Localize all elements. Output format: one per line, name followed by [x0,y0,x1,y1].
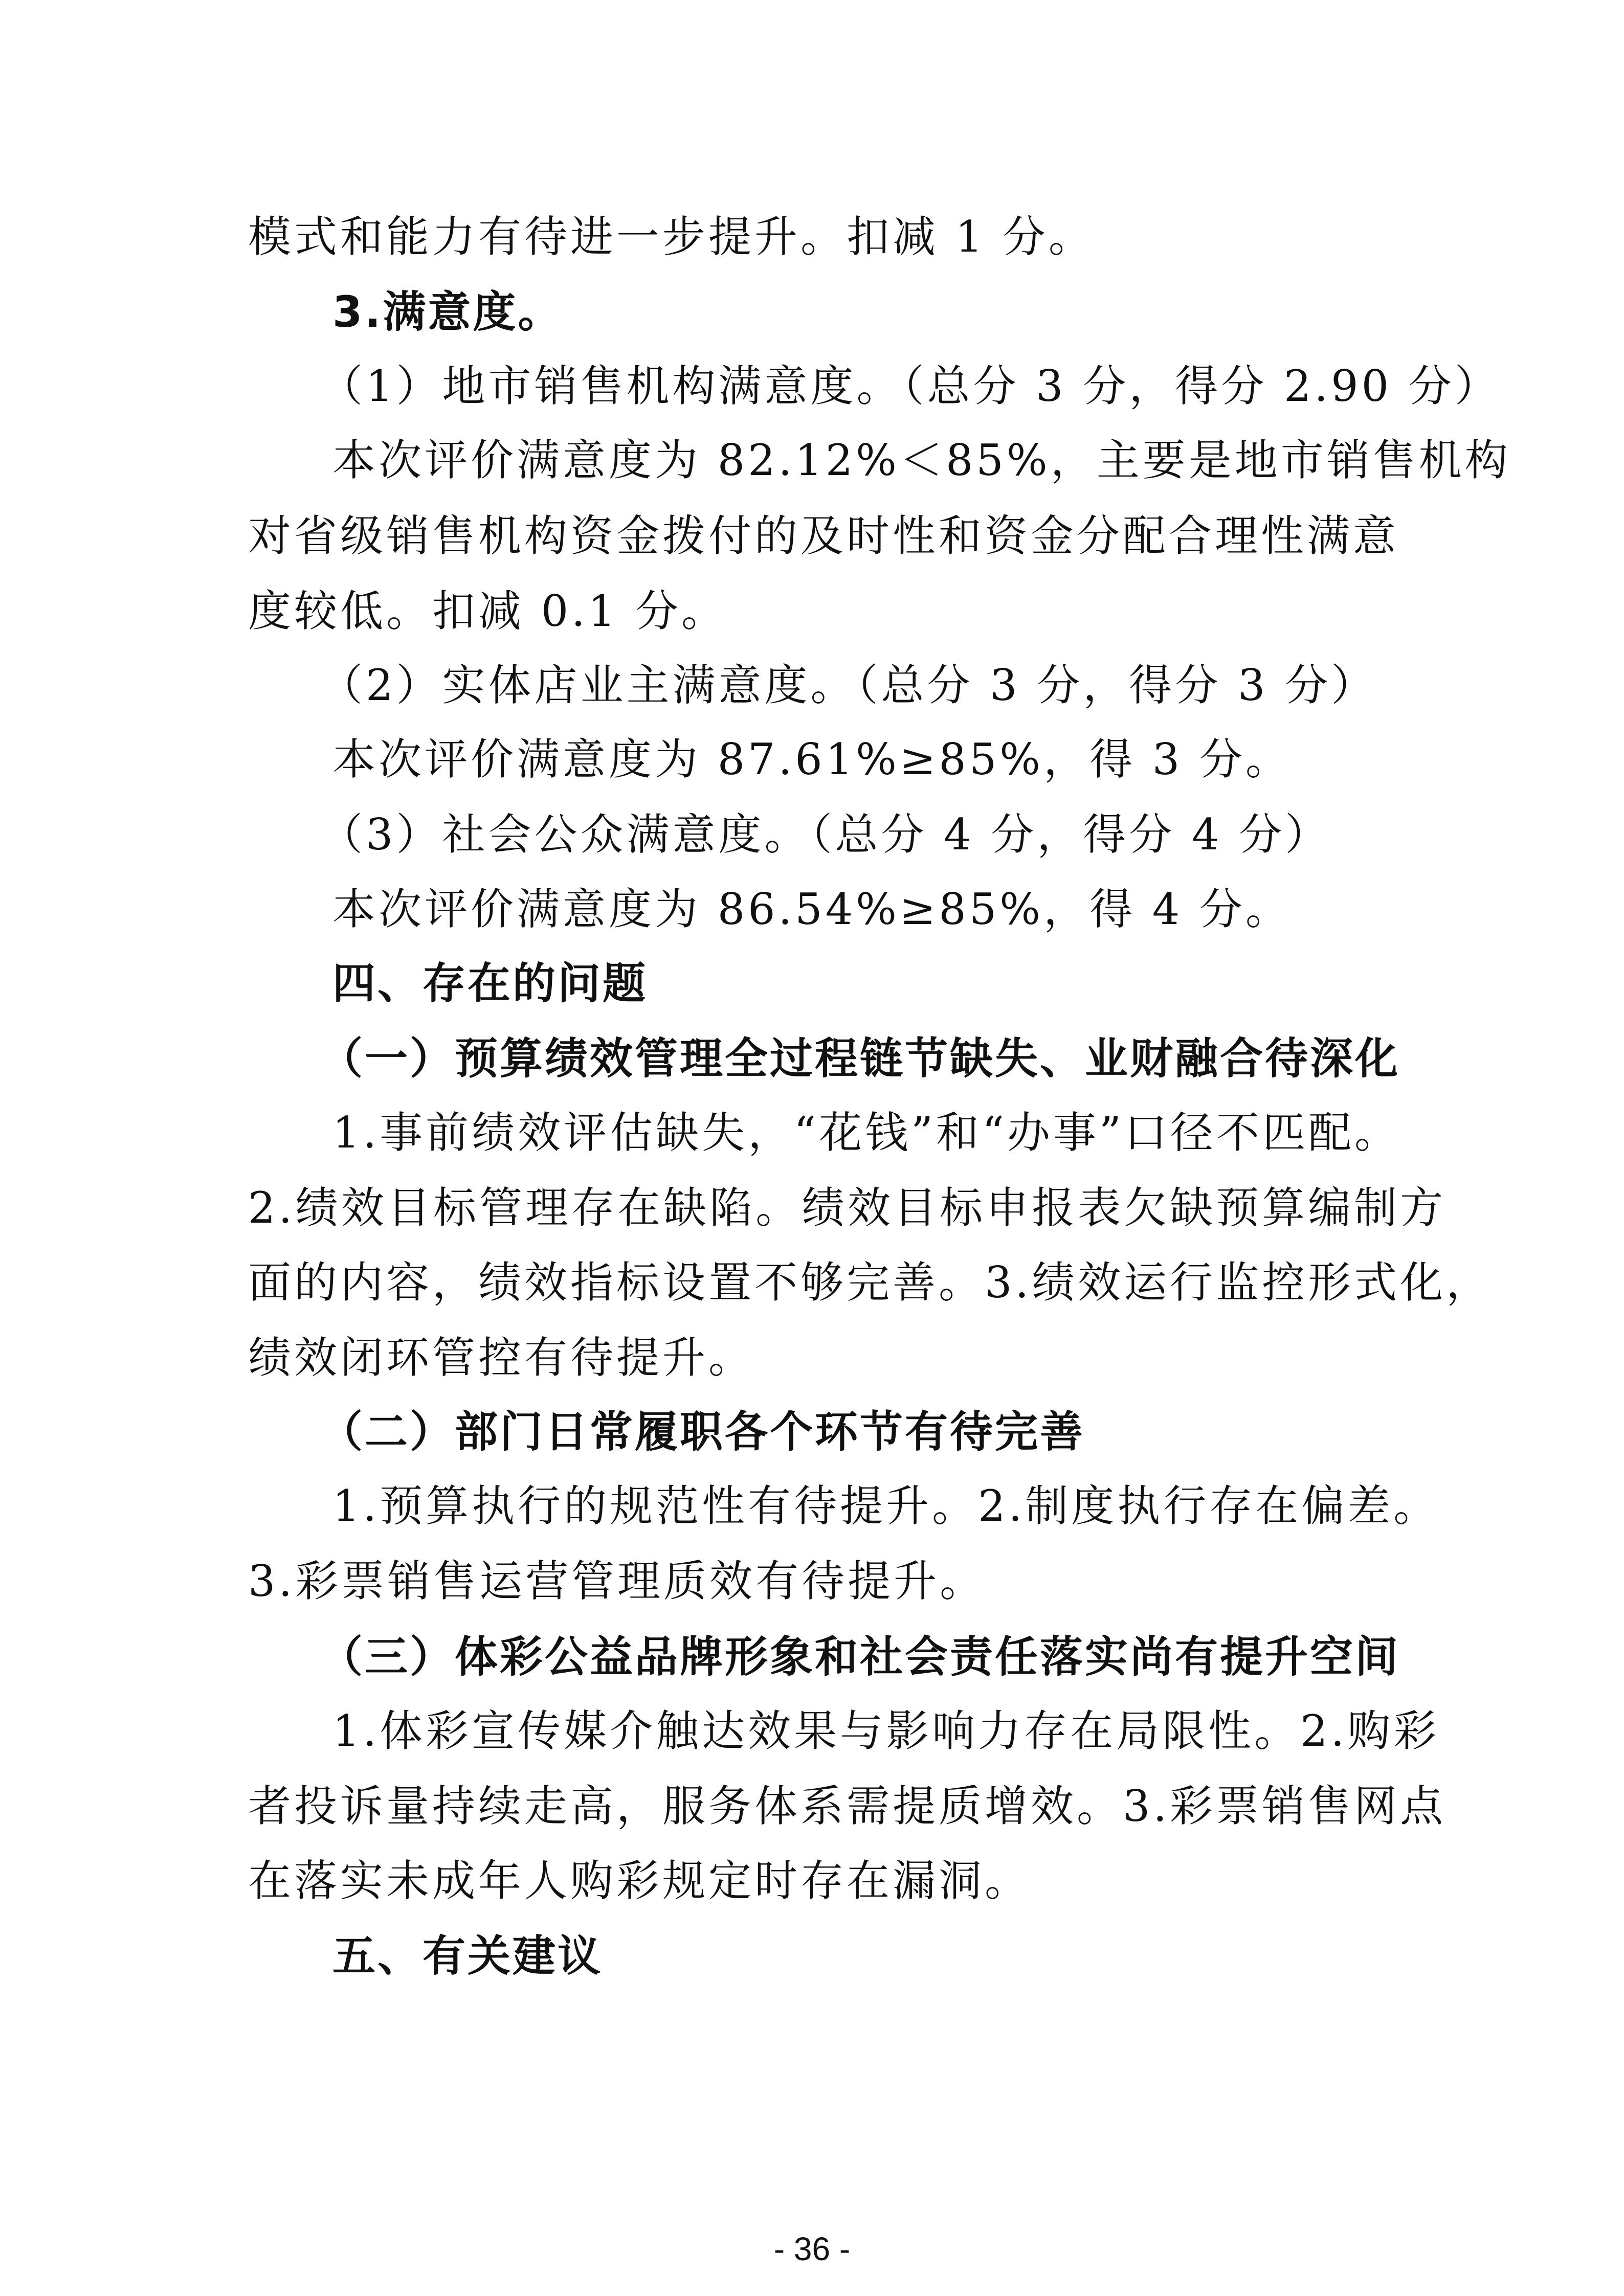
body-text-line: 1.事前绩效评估缺失，“花钱”和“办事”口径不匹配。 [332,1108,1400,1158]
subsection-heading-1: （一）预算绩效管理全过程链节缺失、业财融合待深化 [320,1033,1400,1084]
body-text-line: （3）社会公众满意度。（总分 4 分，得分 4 分） [320,809,1331,860]
subsection-heading-2: （二）部门日常履职各个环节有待完善 [320,1407,1085,1457]
body-text-line: 面的内容，绩效指标设置不够完善。3.绩效运行监控形式化， [248,1257,1493,1308]
body-text-line: 1.预算执行的规范性有待提升。2.制度执行存在偏差。 [332,1481,1440,1531]
body-text-line: 度较低。扣减 0.1 分。 [248,586,727,636]
body-text-line: 1.体彩宣传媒介触达效果与影响力存在局限性。2.购彩 [332,1706,1440,1756]
body-text-line: 本次评价满意度为 86.54%≥85%，得 4 分。 [332,884,1292,934]
subsection-heading-3: （三）体彩公益品牌形象和社会责任落实尚有提升空间 [320,1632,1400,1682]
body-text-line: 本次评价满意度为 82.12%＜85%，主要是地市销售机构 [332,435,1511,485]
page-number: - 36 - [773,2231,851,2267]
body-text-line: 模式和能力有待进一步提升。扣减 1 分。 [248,212,1095,262]
body-text-line: 3.彩票销售运营管理质效有待提升。 [248,1556,986,1606]
chapter-heading-problems: 四、存在的问题 [332,958,648,1008]
chapter-heading-suggestions: 五、有关建议 [332,1931,603,1981]
body-text-line: 者投诉量持续走高，服务体系需提质增效。3.彩票销售网点 [248,1781,1447,1831]
body-text-line: （1）地市销售机构满意度。（总分 3 分，得分 2.90 分） [320,361,1501,411]
body-text-line: 本次评价满意度为 87.61%≥85%，得 3 分。 [332,734,1292,784]
section-heading-satisfaction: 3.满意度。 [332,287,563,337]
body-text-line: 在落实未成年人购彩规定时存在漏洞。 [248,1856,1031,1906]
body-text-line: 2.绩效目标管理存在缺陷。绩效目标申报表欠缺预算编制方 [248,1183,1447,1233]
body-text-line: （2）实体店业主满意度。（总分 3 分，得分 3 分） [320,660,1377,710]
body-text-line: 对省级销售机构资金拨付的及时性和资金分配合理性满意 [248,511,1399,561]
body-text-line: 绩效闭环管控有待提升。 [248,1333,755,1383]
